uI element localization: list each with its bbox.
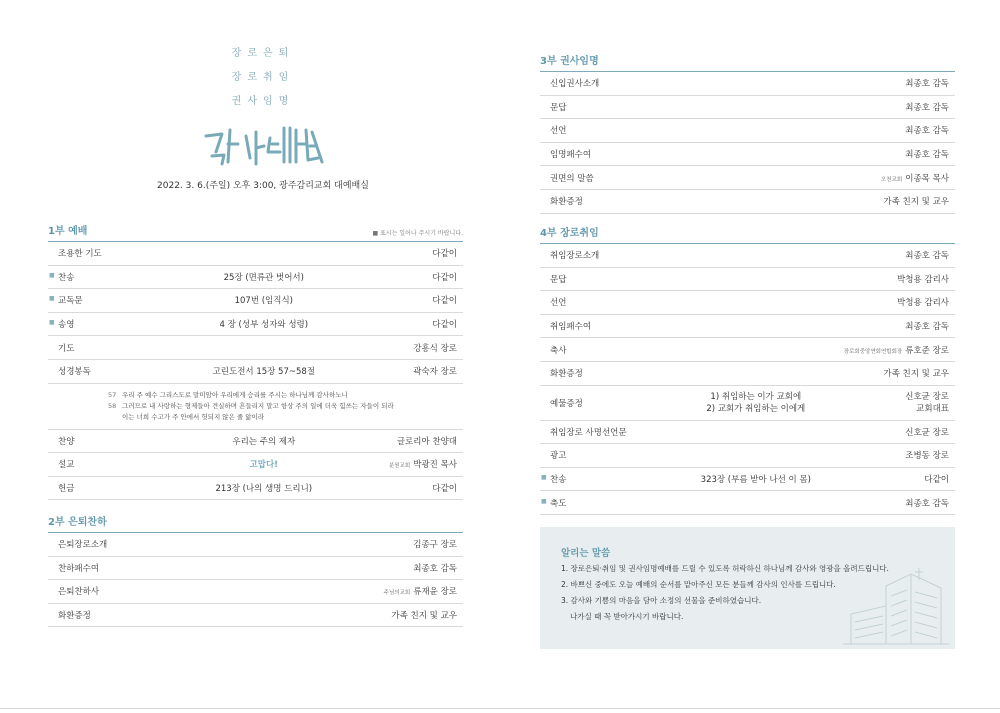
gift-presenter-2: 교회대표 (916, 403, 949, 414)
row-label: 선언 (550, 298, 567, 309)
program-row (540, 268, 955, 292)
program-row (540, 119, 955, 143)
notice-item-2: 2. 바쁘신 중에도 오늘 예배의 순서를 맡아주신 모든 분들께 감사의 인사를 드립니다. (561, 580, 836, 589)
leader-name: 다같이 (432, 272, 457, 283)
program-row (540, 291, 955, 315)
row-leader (881, 172, 949, 184)
notice-item-1: 1. 장로은퇴·취임 및 권사임명예배를 드릴 수 있도록 허락하신 하나님께 감사와 영광을 올려드립니다. (561, 564, 889, 573)
row-leader (384, 585, 457, 597)
program-row (540, 491, 955, 515)
leader-name: 신호균 장로 (905, 427, 949, 438)
row-leader (432, 247, 457, 259)
row-leader (413, 365, 457, 377)
leader-name: 류재윤 장로 (413, 587, 457, 598)
leader-name: 이종목 목사 (905, 173, 949, 184)
row-leader (397, 435, 457, 447)
program-row (540, 166, 955, 190)
verse-text: 우리 주 예수 그리스도로 말미암아 우리에게 승리를 주시는 하나님께 감사하노니 (122, 390, 348, 399)
row-label: ■ 찬송 (58, 271, 74, 283)
row-leader (905, 426, 949, 438)
row-label: 권면의 말씀 (550, 173, 594, 184)
gift-description (706, 391, 805, 415)
row-leader (413, 342, 457, 354)
program-row (540, 338, 955, 362)
row-leader (897, 296, 949, 308)
row-leader (391, 609, 457, 621)
row-label: ■ 축도 (550, 497, 566, 509)
row-content: 323장 (부름 받아 나선 이 몸) (700, 475, 811, 486)
leader-church: 장로회중앙연회연합회장 (843, 348, 903, 355)
row-label: 선언 (550, 126, 567, 137)
part2-section (48, 513, 463, 627)
program-row (48, 533, 463, 557)
subtitle-retirement: 장로은퇴 (231, 48, 295, 59)
verse-number: 58 (108, 401, 117, 410)
program-row (540, 444, 955, 468)
page-bottom-rule (0, 708, 1000, 709)
leader-church: 오천교회 (880, 176, 903, 183)
row-leader (413, 538, 457, 550)
notice-item-3 (561, 595, 889, 622)
row-label: 광고 (550, 451, 567, 462)
program-row (48, 604, 463, 628)
leader-name: 곽숙자 장로 (413, 367, 457, 378)
verse-number: 57 (108, 390, 117, 399)
row-leader (389, 458, 457, 470)
program-row (540, 244, 955, 268)
row-label: 설교 (58, 460, 75, 471)
part4-header (540, 224, 955, 244)
part1-title: 1부 예배 (48, 226, 88, 237)
part3-section (540, 52, 955, 214)
gift-desc-2: 2) 교회가 취임하는 이에게 (706, 403, 806, 414)
row-label: 은퇴찬하사 (58, 587, 100, 598)
program-row (540, 96, 955, 120)
program-row (48, 430, 463, 454)
leader-name: 강흥식 장로 (413, 343, 457, 354)
row-content: 고맙다! (249, 460, 279, 471)
row-label: 헌금 (58, 484, 75, 495)
row-leader (905, 124, 949, 136)
program-row (48, 336, 463, 360)
leader-name: 최종호 감독 (905, 102, 949, 113)
row-label: 문답 (550, 274, 567, 285)
program-row (48, 313, 463, 337)
program-row (48, 453, 463, 477)
leader-name: 류호준 장로 (905, 345, 949, 356)
leader-name: 최종호 감독 (905, 498, 949, 509)
row-leader (883, 195, 949, 207)
part2-header (48, 513, 463, 533)
row-label: 조용한 기도 (58, 249, 102, 260)
notice-item-3-line2: 나가실 때 꼭 받아가시기 바랍니다. (570, 612, 684, 621)
leader-name: 가족 친지 및 교우 (883, 369, 949, 380)
leader-name: 다같이 (432, 320, 457, 331)
program-row (48, 289, 463, 313)
row-leader (905, 148, 949, 160)
gift-label: 예물증정 (550, 398, 583, 409)
leader-name: 조병동 장로 (905, 451, 949, 462)
row-label: 찬하패수여 (58, 563, 100, 574)
row-label: 화환증정 (58, 611, 91, 622)
leader-name: 가족 친지 및 교우 (883, 197, 949, 208)
leader-name: 박광진 목사 (413, 460, 457, 471)
row-leader (883, 367, 949, 379)
program-row (48, 580, 463, 604)
leader-name: 가족 친지 및 교우 (391, 611, 457, 622)
program-row (540, 143, 955, 167)
calligraphy-title-logo (198, 122, 328, 168)
program-row (48, 477, 463, 501)
notice-title: 알리는 말씀 (561, 548, 611, 559)
row-label: 문답 (550, 102, 567, 113)
row-label: 취임장로 사명선언문 (550, 427, 627, 438)
row-leader (413, 562, 457, 574)
part4-title: 4부 장로취임 (540, 228, 599, 239)
gift-row (540, 386, 955, 421)
notice-box (540, 527, 955, 649)
program-row (540, 362, 955, 386)
service-date: 2022. 3. 6.(주일) 오후 3:00, 광주감리교회 대예배실 (157, 181, 369, 191)
leader-church: 분원교회 (388, 463, 411, 470)
program-row (48, 242, 463, 266)
row-label: 기도 (58, 343, 75, 354)
row-label: 찬양 (58, 436, 75, 447)
row-leader (924, 473, 949, 485)
program-row (540, 315, 955, 339)
part1-header (48, 222, 463, 242)
verse-line (108, 401, 463, 412)
subtitle-installation: 장로취임 (231, 72, 295, 83)
row-leader (905, 77, 949, 89)
row-leader (897, 273, 949, 285)
row-content: 213장 (나의 생명 드리니) (215, 484, 313, 495)
leader-name: 다같이 (432, 249, 457, 260)
row-leader (432, 271, 457, 283)
row-leader (905, 101, 949, 113)
leader-name: 최종호 감독 (905, 251, 949, 262)
program-row (48, 557, 463, 581)
row-leader (905, 497, 949, 509)
gift-presenter-1: 신호균 장로 (905, 391, 949, 402)
row-label: 축사 (550, 345, 567, 356)
notice-item-3-line1: 3. 감사와 기쁨의 마음을 담아 소정의 선물을 준비하였습니다. (561, 596, 762, 605)
part2-title: 2부 은퇴찬하 (48, 517, 107, 528)
scripture-verses (48, 384, 463, 430)
program-row (540, 72, 955, 96)
program-row (540, 468, 955, 492)
verse-line (108, 390, 463, 401)
leader-church: 주님의교회 (383, 590, 411, 597)
leader-name: 최종호 감독 (905, 79, 949, 90)
part1-section (48, 222, 463, 500)
row-content: 고린도전서 15장 57~58절 (212, 367, 316, 378)
leader-name: 최종호 감독 (905, 322, 949, 333)
header (48, 42, 478, 191)
program-row (48, 266, 463, 290)
program-row (540, 190, 955, 214)
row-leader (432, 294, 457, 306)
row-leader (432, 318, 457, 330)
part4-section (540, 224, 955, 515)
subtitle-appointment: 권사임명 (231, 96, 295, 107)
row-label: 취임패수여 (550, 322, 592, 333)
leader-name: 다같이 (432, 296, 457, 307)
leader-name: 최종호 감독 (413, 563, 457, 574)
row-content: 4 장 (성부 성자와 성령) (219, 320, 309, 331)
verse-text: 그러므로 내 사랑하는 형제들아 견실하며 흔들리지 말고 항상 주의 일에 더욱 힘쓰는 자들이 되라 (122, 401, 394, 410)
row-content: 우리는 주의 제자 (232, 436, 296, 447)
row-content: 107번 (임직식) (234, 296, 293, 307)
part3-header (540, 52, 955, 72)
row-leader (905, 449, 949, 461)
row-leader (432, 482, 457, 494)
row-leader (905, 320, 949, 332)
verse-line (108, 412, 463, 423)
gift-desc-1: 1) 취임하는 이가 교회에 (710, 391, 802, 402)
standing-note: ■ 표시는 일어나 주시기 바랍니다. (372, 230, 463, 237)
part3-title: 3부 권사임명 (540, 56, 599, 67)
verse-text: 이는 너희 수고가 주 안에서 헛되지 않은 줄 앎이라 (122, 412, 265, 421)
row-leader (844, 344, 949, 356)
leader-name: 김종구 장로 (413, 540, 457, 551)
verse-number (108, 412, 122, 423)
row-label: ■ 송영 (58, 318, 74, 330)
row-label: 은퇴장로소개 (58, 540, 108, 551)
row-label: ■ 교독문 (58, 294, 83, 306)
leader-name: 최종호 감독 (905, 150, 949, 161)
program-row (540, 421, 955, 445)
leader-name: 다같이 (432, 484, 457, 495)
row-label: 화환증정 (550, 369, 583, 380)
gift-presenter (905, 391, 949, 415)
svg-text:감사예배: 감사예배 (198, 122, 202, 123)
program-row (48, 360, 463, 384)
row-label: ■ 찬송 (550, 473, 566, 485)
row-label: 성경봉독 (58, 367, 91, 378)
leader-name: 글로리아 찬양대 (396, 436, 457, 447)
page-title (48, 122, 478, 168)
row-label: 신입권사소개 (550, 79, 600, 90)
leader-name: 박청용 감리사 (897, 274, 949, 285)
row-content: 25장 (면류관 벗어서) (223, 272, 304, 283)
leader-name: 박청용 감리사 (897, 298, 949, 309)
row-label: 임명패수여 (550, 150, 592, 161)
row-label: 화환증정 (550, 197, 583, 208)
row-label: 취임장로소개 (550, 251, 600, 262)
church-building-icon (841, 566, 951, 646)
leader-name: 최종호 감독 (905, 126, 949, 137)
leader-name: 다같이 (924, 475, 949, 486)
notice-items (561, 563, 889, 627)
row-leader (905, 249, 949, 261)
